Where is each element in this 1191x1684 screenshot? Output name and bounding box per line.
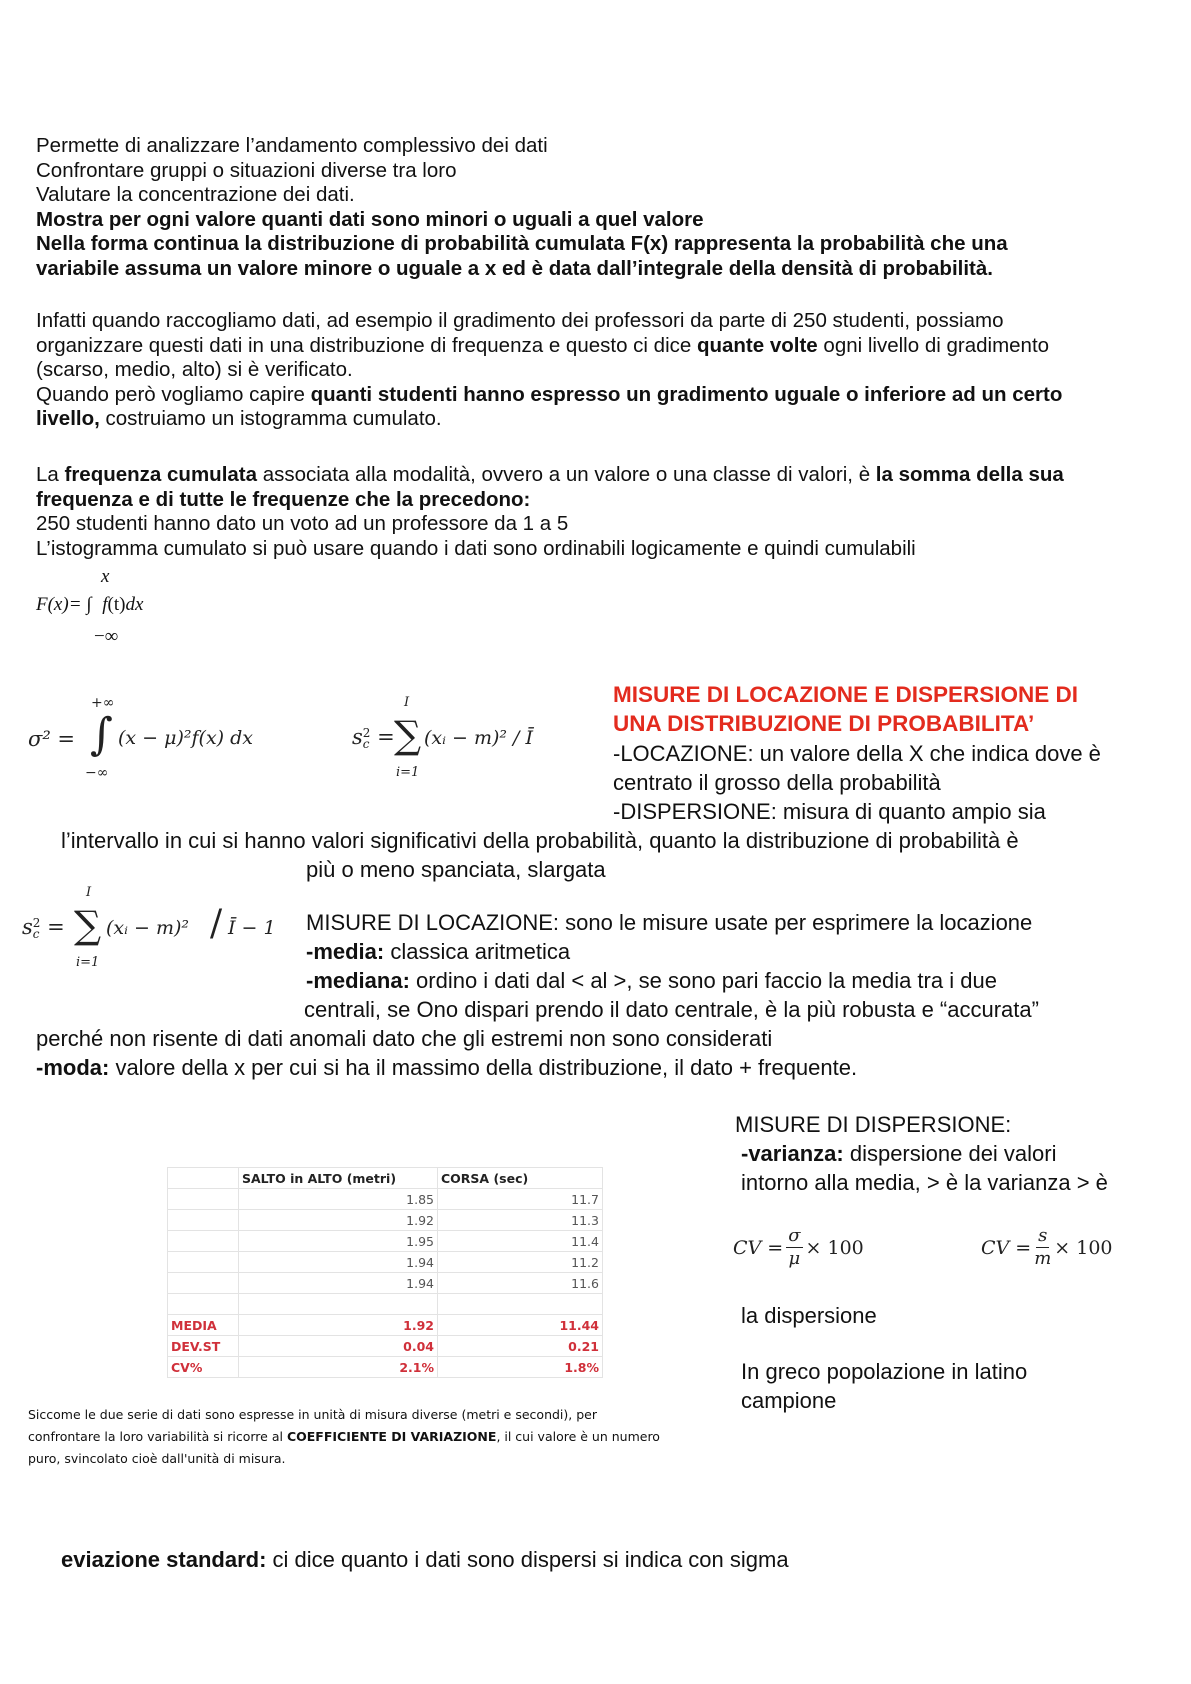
table-cell [168, 1168, 239, 1189]
std-dev-text: ci dice quanto i dati sono dispersi si indica con sigma [266, 1547, 789, 1572]
lhs-sub: c [362, 736, 370, 751]
cv-formula-population [733, 1227, 864, 1268]
paragraph-line [36, 463, 1064, 488]
bold-span: quante volte [696, 333, 818, 357]
variance-label: -varianza: [741, 1141, 844, 1166]
paragraph-line: L’istogramma cumulato si può usare quando i dati sono ordinabili logicamente e quindi cumulabili [36, 536, 916, 560]
table-cell: 11.44 [438, 1315, 603, 1336]
cv-tail: × 100 [1054, 1236, 1113, 1259]
location-dispersion-definitions [613, 739, 1101, 826]
table-note-line [28, 1426, 660, 1448]
intro-line: Confrontare gruppi o situazioni diverse tra loro [36, 158, 457, 182]
cdf-upper-limit: x [101, 566, 110, 587]
section-title [613, 680, 1078, 738]
table-cell [168, 1210, 239, 1231]
table-row [168, 1294, 603, 1315]
paragraph-line: frequenza e di tutte le frequenze che la precedono: [36, 487, 531, 511]
table-cell: 11.7 [438, 1189, 603, 1210]
table-row [168, 1273, 603, 1294]
cv-numerator: σ [788, 1225, 801, 1246]
dispersion-definition-cont: l’intervallo in cui si hanno valori significativi della probabilità, quanto la distribuzione di probabilità è [61, 828, 1019, 853]
table-cell: CORSA (sec) [438, 1168, 603, 1189]
table-note [28, 1404, 660, 1470]
table-cell: 2.1% [239, 1357, 438, 1378]
intro-bold-line: Nella forma continua la distribuzione di probabilità cumulata F(x) rappresenta la probabilità che una [36, 232, 1008, 255]
sample-variance-body: (xᵢ − m)² / Ī [424, 727, 533, 749]
table-cell [438, 1294, 603, 1315]
variance-integral-sign: ∫ [90, 709, 113, 760]
equals-sign: = [377, 725, 395, 749]
sample-variance-formula [352, 695, 582, 785]
sum-lower-limit: i=1 [396, 765, 420, 780]
section-title-line: MISURE DI LOCAZIONE E DISPERSIONE DI [613, 682, 1079, 707]
table-row [168, 1210, 603, 1231]
cv-formula-sample [981, 1227, 1113, 1268]
table-cell: 11.4 [438, 1231, 603, 1252]
dispersion-definition-cont: più o meno spanciata, slargata [306, 857, 606, 882]
cdf-lhs [36, 594, 143, 616]
dispersion-definition: -DISPERSIONE: misura di quanto ampio sia [613, 799, 1046, 824]
mode-label: -moda: [36, 1055, 110, 1080]
table-stat-row [168, 1315, 603, 1336]
bold-span: frequenza cumulata [64, 463, 258, 486]
variance-body: (x − μ)²f(x) dx [118, 727, 253, 749]
paragraph-line: (scarso, medio, alto) si è verificato. [36, 358, 353, 381]
cdf-lhs-text: F(x)= ∫ [36, 594, 92, 615]
text-span: costruiamo un istogramma cumulato. [99, 407, 442, 430]
frequency-paragraph [36, 309, 1062, 432]
athletics-data-table [167, 1167, 603, 1378]
median-item-cont: centrali, se Ono dispari prendo il dato centrale, è la più robusta e “accurata” [304, 997, 1039, 1022]
variance-formula [28, 695, 288, 785]
cdf-integrand-f: f [102, 594, 108, 615]
sum-upper-limit: I [86, 885, 92, 900]
median-item-cont: perché non risente di dati anomali dato che gli estremi non sono considerati [36, 1026, 773, 1051]
cdf-lower-limit: −∞ [94, 626, 119, 647]
table-row [168, 1189, 603, 1210]
table-cell: 1.8% [438, 1357, 603, 1378]
mean-item [306, 937, 1032, 966]
variance-upper-limit: +∞ [91, 695, 115, 711]
lhs-sup: 2 [32, 915, 41, 930]
lhs-s: s [352, 725, 363, 749]
cdf-integrand-dx: dx [125, 594, 144, 615]
bold-span: livello, [36, 407, 100, 430]
table-cell: DEV.ST [168, 1336, 239, 1357]
mean-label: -media: [306, 939, 385, 964]
variance-item-cont: la dispersione [741, 1303, 877, 1328]
table-cell: 1.92 [239, 1210, 438, 1231]
cv-denominator: m [1034, 1248, 1052, 1269]
table-cell: 11.2 [438, 1252, 603, 1273]
bold-span: la somma della sua [875, 463, 1064, 486]
location-measures-title: MISURE DI LOCAZIONE: sono le misure usate per esprimere la locazione [306, 910, 1033, 935]
cv-tail: × 100 [805, 1236, 864, 1259]
text-span: confrontare la loro variabilità si ricorre al [28, 1429, 287, 1444]
table-cell: 1.95 [239, 1231, 438, 1252]
variance-item [735, 1139, 1108, 1168]
table-cell [168, 1252, 239, 1273]
text-span: Quando però vogliamo capire [36, 382, 311, 406]
lhs-sup: 2 [362, 725, 371, 740]
mean-text: classica aritmetica [384, 939, 571, 964]
equals-sign: = [47, 915, 65, 939]
table-row [168, 1231, 603, 1252]
text-span: organizzare questi dati in una distribuzione di frequenza e questo ci dice [36, 333, 697, 357]
bold-span: COEFFICIENTE DI VARIAZIONE [286, 1429, 497, 1444]
intro-bold-line: variabile assuma un valore minore o uguale a x ed è data dall’integrale della densità di probabilità. [36, 256, 993, 280]
cv-denominator: μ [788, 1248, 801, 1269]
intro-line: Valutare la concentrazione dei dati. [36, 183, 355, 206]
median-text: ordino i dati dal < al >, se sono pari faccio la media tra i due [409, 968, 997, 993]
mode-text: valore della x per cui si ha il massimo della distribuzione, il dato + frequente. [109, 1055, 858, 1080]
table-cell [168, 1189, 239, 1210]
table-row [168, 1252, 603, 1273]
notation-note [741, 1357, 1027, 1415]
table-cell: 1.85 [239, 1189, 438, 1210]
sample-variance-denominator: Ī − 1 [228, 917, 276, 939]
mode-item [36, 1053, 857, 1082]
intro-block [36, 134, 1008, 281]
table-note-line: Siccome le due serie di dati sono espresse in unità di misura diverse (metri e secondi), per [28, 1407, 597, 1422]
sample-variance-body: (xᵢ − m)² [106, 917, 189, 939]
cumulative-frequency-paragraph [36, 463, 1064, 561]
paragraph-line [36, 383, 1062, 408]
paragraph-line: Infatti quando raccogliamo dati, ad esempio il gradimento dei professori da parte di 250 studenti, possiamo [36, 309, 1004, 332]
intro-bold-line: Mostra per ogni valore quanti dati sono minori o uguali a quel valore [36, 207, 704, 231]
lhs-s: s [22, 915, 33, 939]
text-span: associata alla modalità, ovvero a un valore o una classe di valori, è [257, 463, 876, 486]
median-label: -mediana: [306, 968, 410, 993]
table-cell: SALTO in ALTO (metri) [239, 1168, 438, 1189]
variance-lower-limit: −∞ [85, 765, 109, 781]
cv-fraction [1034, 1227, 1051, 1268]
variance-text: dispersione dei valori [843, 1141, 1057, 1166]
cdf-integrand-t: (t) [107, 594, 126, 615]
text-span: , il cui valore è un numero [496, 1429, 660, 1444]
table-cell: 1.94 [239, 1252, 438, 1273]
text-span: La [36, 463, 65, 486]
table-cell: CV% [168, 1357, 239, 1378]
table-cell: 1.92 [239, 1315, 438, 1336]
sum-sign: ∑ [394, 713, 422, 757]
cv-numerator: s [1038, 1225, 1048, 1246]
sum-lower-limit: i=1 [76, 955, 100, 970]
bold-span: quanti studenti hanno espresso un gradimento uguale o inferiore ad un certo [310, 382, 1063, 406]
sample-variance-lhs [22, 915, 65, 940]
table-stat-row [168, 1357, 603, 1378]
table-cell: 0.04 [239, 1336, 438, 1357]
paragraph-line [36, 407, 1062, 432]
median-item [306, 966, 1032, 995]
cdf-formula [36, 566, 236, 656]
location-measures [306, 908, 1032, 995]
table-cell: 1.94 [239, 1273, 438, 1294]
table-cell [168, 1273, 239, 1294]
division-slash: / [210, 903, 223, 944]
table-stat-row [168, 1336, 603, 1357]
lhs-sub: c [32, 926, 40, 941]
sum-sign: ∑ [74, 903, 102, 947]
sum-upper-limit: I [404, 695, 410, 710]
cv-lhs: CV = [733, 1236, 784, 1259]
table-cell: 11.3 [438, 1210, 603, 1231]
dispersion-measures [735, 1110, 1108, 1197]
variance-lhs: σ² = [28, 727, 76, 751]
location-definition-cont: centrato il grosso della probabilità [613, 770, 941, 795]
dispersion-measures-title: MISURE DI DISPERSIONE: [735, 1112, 1012, 1137]
cv-fraction [786, 1227, 802, 1268]
table-cell [168, 1231, 239, 1252]
section-title-line: UNA DISTRIBUZIONE DI PROBABILITA’ [613, 711, 1035, 736]
table-cell: 11.6 [438, 1273, 603, 1294]
paragraph-line [36, 334, 1062, 359]
text-span: ogni livello di gradimento [817, 333, 1050, 357]
sample-variance-formula-corrected [22, 885, 282, 975]
table-header-row [168, 1168, 603, 1189]
table-cell: MEDIA [168, 1315, 239, 1336]
table-note-line: puro, svincolato cioè dall'unità di misura. [28, 1451, 286, 1466]
location-definition: -LOCAZIONE: un valore della X che indica dove è [613, 741, 1101, 766]
notation-note-line: In greco popolazione in latino [741, 1359, 1028, 1384]
table-cell [239, 1294, 438, 1315]
std-dev-label: eviazione standard: [61, 1547, 267, 1572]
table-cell [168, 1294, 239, 1315]
notation-note-line: campione [741, 1388, 837, 1413]
std-dev-note [61, 1545, 789, 1574]
paragraph-line: 250 studenti hanno dato un voto ad un professore da 1 a 5 [36, 512, 569, 535]
variance-item-cont: intorno alla media, > è la varianza > è [741, 1170, 1108, 1195]
intro-line: Permette di analizzare l’andamento complessivo dei dati [36, 134, 548, 157]
table-cell: 0.21 [438, 1336, 603, 1357]
cv-lhs: CV = [981, 1236, 1032, 1259]
sample-variance-lhs [352, 725, 395, 750]
